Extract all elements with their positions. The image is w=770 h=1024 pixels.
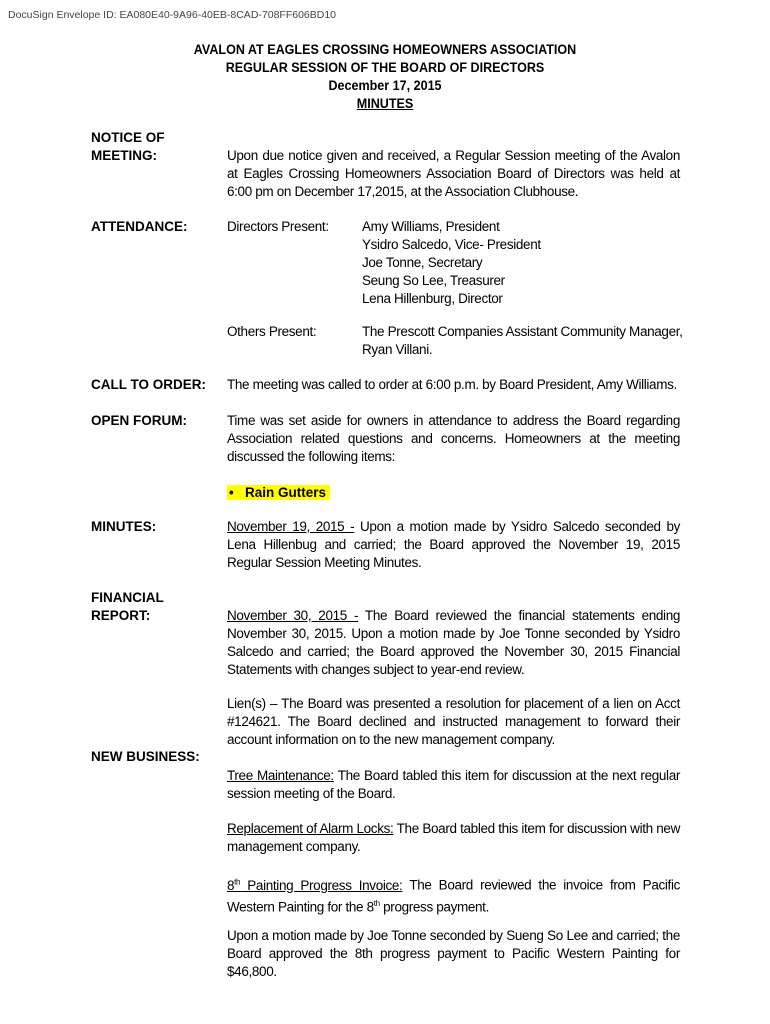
lien-text: Lien(s) – The Board was presented a resolution for placement of a lien on Acct #124621. The Board declined and instructed management to forward their account information on to the new management company. xyxy=(227,696,680,747)
minutes-date: November 19, 2015 - xyxy=(227,519,355,534)
others-item: Ryan Villani. xyxy=(362,342,433,357)
tree-maintenance-body: The Board tabled this item for discussion at the next regular session meeting of the Board. xyxy=(227,768,680,801)
financial-body: The Board reviewed the financial statements ending November 30, 2015. Upon a motion made by Joe Tonne seconded by Ysidro Salcedo and carried; the Board approved the November 30, 2015 Financial Statements with changes subject to year-end review. xyxy=(227,608,681,677)
alarm-locks-text xyxy=(227,820,680,856)
directors-list xyxy=(362,218,541,308)
financial-date: November 30, 2015 - xyxy=(227,608,359,623)
painting-invoice-text xyxy=(227,873,680,916)
forum-item-label: Rain Gutters xyxy=(245,485,327,500)
financial-label-line1: FINANCIAL xyxy=(91,590,164,605)
director-item: Joe Tonne, Secretary xyxy=(362,255,483,270)
director-item: Amy Williams, President xyxy=(362,219,500,234)
alarm-locks-title: Replacement of Alarm Locks: xyxy=(227,821,394,836)
tree-maintenance-title: Tree Maintenance: xyxy=(227,768,334,783)
attendance-label: ATTENDANCE: xyxy=(91,219,188,234)
painting-sup2: th xyxy=(373,898,380,908)
painting-sup: th xyxy=(234,877,241,886)
minutes-title: MINUTES xyxy=(356,96,414,111)
notice-label-line2: MEETING: xyxy=(91,148,157,163)
notice-label xyxy=(91,129,165,165)
forum-bullet-item xyxy=(227,484,330,502)
director-item: Seung So Lee, Treasurer xyxy=(362,273,505,288)
financial-label-line2: REPORT: xyxy=(91,608,151,623)
painting-title-text: Painting Progress Invoice: xyxy=(240,877,403,893)
others-item: The Prescott Companies Assistant Community Manager, xyxy=(362,324,683,339)
new-business-label: NEW BUSINESS: xyxy=(91,749,200,764)
tree-maintenance-text xyxy=(227,767,680,803)
bullet-icon: • xyxy=(229,485,234,500)
financial-label xyxy=(91,589,164,625)
others-label: Others Present: xyxy=(227,324,317,339)
painting-invoice-title xyxy=(227,878,402,893)
notice-text: Upon due notice given and received, a Regular Session meeting of the Avalon at Eagles Crossing Homeowners Association Board of Directors was held at 6:00 pm on December 17,2015, at the Association Clubhouse. xyxy=(227,148,680,199)
minutes-body: Upon a motion made by Ysidro Salcedo seconded by Lena Hillenbug and carried; the Board approved the November 19, 2015 Regular Session Meeting Minutes. xyxy=(227,519,680,570)
call-to-order-text: The meeting was called to order at 6:00 p.m. by Board President, Amy Williams. xyxy=(227,377,677,392)
painting-body1: The Board reviewed the invoice from Pacific Western Painting for the 8 xyxy=(227,877,680,914)
directors-label: Directors Present: xyxy=(227,219,329,234)
painting-num: 8 xyxy=(227,877,235,893)
meeting-date: December 17, 2015 xyxy=(328,78,442,93)
envelope-id: DocuSign Envelope ID: EA080E40-9A96-40EB-8CAD-708FF606BD10 xyxy=(8,9,337,21)
painting-motion-text: Upon a motion made by Joe Tonne seconded by Sueng So Lee and carried; the Board approved the 8th progress payment to Pacific Western Painting for $46,800. xyxy=(227,928,680,979)
session-title: REGULAR SESSION OF THE BOARD OF DIRECTORS xyxy=(225,60,545,75)
call-to-order-label: CALL TO ORDER: xyxy=(91,377,207,392)
document-header xyxy=(27,41,743,113)
notice-label-line1: NOTICE OF xyxy=(91,130,165,145)
open-forum-label: OPEN FORUM: xyxy=(91,413,187,428)
others-list xyxy=(362,323,683,359)
director-item: Ysidro Salcedo, Vice- President xyxy=(362,237,541,252)
director-item: Lena Hillenburg, Director xyxy=(362,291,503,306)
financial-text xyxy=(227,607,680,679)
open-forum-text: Time was set aside for owners in attendance to address the Board regarding Association related questions and concerns. Homeowners at the meeting discussed the following items: xyxy=(227,413,680,464)
painting-body2: progress payment. xyxy=(379,899,489,914)
alarm-locks-body: The Board tabled this item for discussion with new management company. xyxy=(227,821,680,854)
minutes-text xyxy=(227,518,680,572)
minutes-label: MINUTES: xyxy=(91,519,157,534)
association-title: AVALON AT EAGLES CROSSING HOMEOWNERS ASSOCIATION xyxy=(193,42,577,57)
